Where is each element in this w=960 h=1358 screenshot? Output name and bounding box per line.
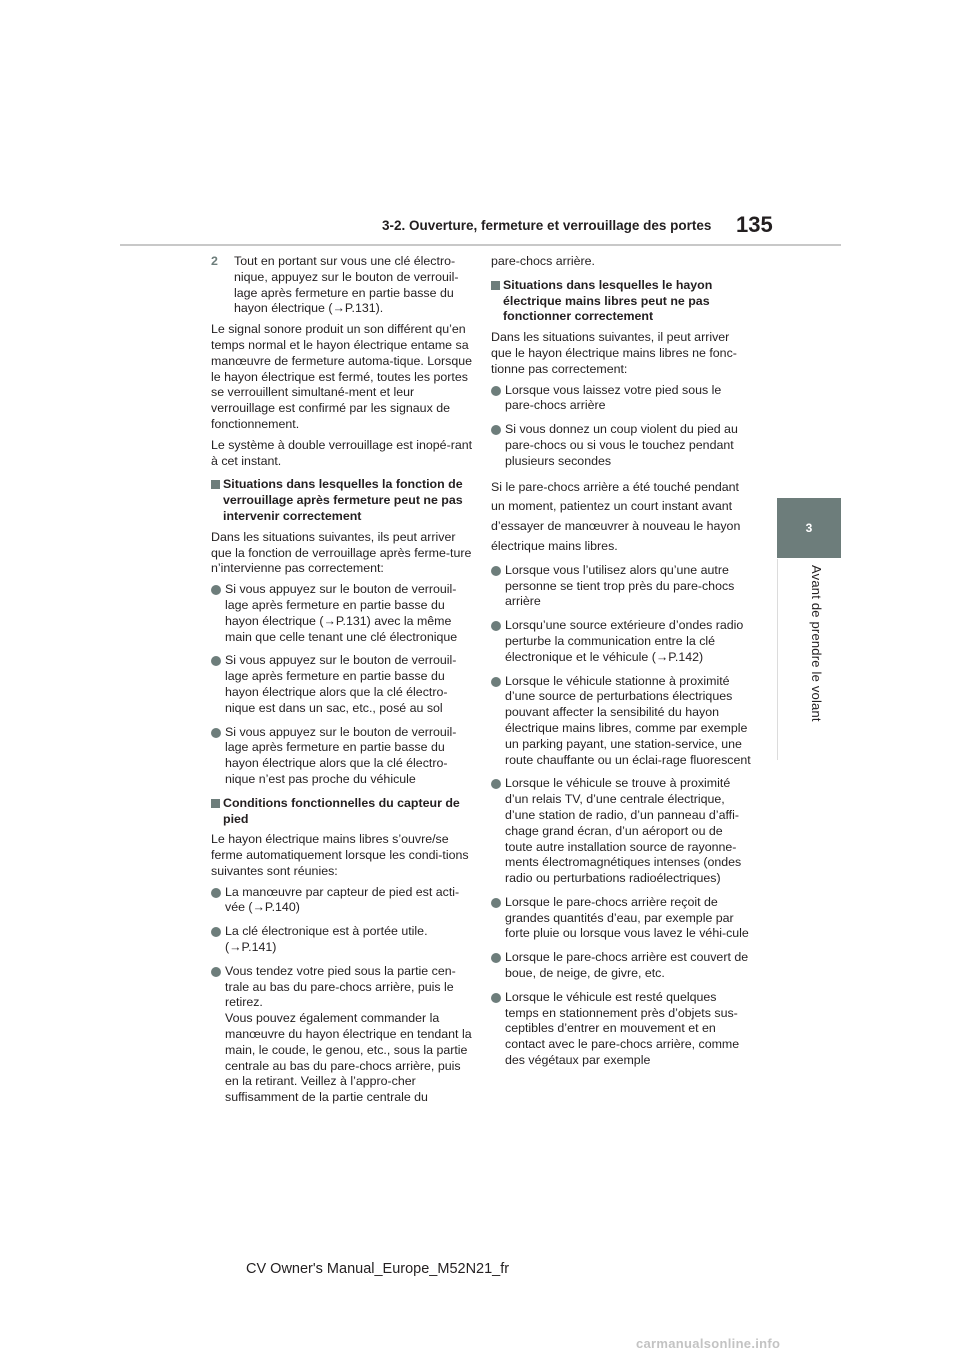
paragraph-double-lock: Le système à double verrouillage est inopé-rant à cet instant. (211, 437, 473, 468)
list-item (491, 950, 753, 982)
list-item-text: Lorsque le véhicule stationne à proximité d’une source de perturbations électriques pouvant affecter la sensibilité du hayon électrique mains libres, comme par exemple un parking payant, une station-service, une route chauffante ou un éclai-rage fluorescent (505, 673, 751, 767)
list-item-text: La clé électronique est à portée utile. (→P.141) (225, 924, 428, 955)
list-item (211, 964, 473, 1106)
bullet-list (211, 582, 473, 788)
bullet-dot-icon (491, 621, 501, 631)
bullet-dot-icon (211, 585, 221, 595)
section-note: Si le pare-chocs arrière a été touché pendant un moment, patientez un court instant avant d’essayer de manœuvrer à nouveau le hayon électrique mains libres. (491, 479, 741, 553)
right-column (491, 254, 753, 1077)
list-item-text: Lorsque le pare-chocs arrière reçoit de grandes quantités d’eau, par exemple par forte pluie ou lorsque vous lavez le véhi-cule (505, 894, 749, 941)
list-item (211, 725, 473, 788)
list-item (491, 563, 753, 610)
bullet-list (211, 885, 473, 1106)
step-number: 2 (211, 254, 218, 268)
section-intro: Dans les situations suivantes, il peut arriver que le hayon électrique mains libres ne fonc-tionne pas correctement: (491, 330, 737, 376)
bullet-list (491, 563, 753, 1069)
section-intro: Le hayon électrique mains libres s’ouvre/se ferme automatiquement lorsque les condi-tions suivantes sont réunies: (211, 832, 469, 878)
header-section-title: 3-2. Ouverture, fermeture et verrouillage des portes (382, 218, 712, 233)
list-item (491, 674, 753, 769)
list-item (211, 885, 473, 917)
bullet-dot-icon (491, 566, 501, 576)
section-heading-handsfree-issues (491, 278, 753, 325)
left-column (211, 254, 473, 1114)
list-item-text: Si vous donnez un coup violent du pied au pare-chocs ou si vous le touchez pendant plusieurs secondes (505, 422, 738, 468)
list-item-text: La manœuvre par capteur de pied est acti-vée (→P.140) (225, 884, 460, 915)
list-item-text: Lorsque le véhicule se trouve à proximité d’un relais TV, d’une centrale électrique, d’une station de radio, d’un panneau d’affi-chage grand écran, d’un aéroport ou de toute autre installation source de rayonne-ments électromagnétiques intenses (ondes radio ou perturbations radioélectriques) (505, 776, 742, 886)
bullet-dot-icon (491, 677, 501, 687)
bullet-dot-icon (211, 888, 221, 898)
bullet-dot-icon (491, 425, 501, 435)
square-bullet-icon (211, 799, 220, 808)
footer-manual-id: CV Owner's Manual_Europe_M52N21_fr (246, 1261, 510, 1277)
list-item-text: Si vous appuyez sur le bouton de verrouil-lage après fermeture en partie basse du hayon électrique alors que la clé électro-nique n’est pas proche du véhicule (225, 724, 457, 786)
list-item-text: Lorsque le pare-chocs arrière est couvert de boue, de neige, de givre, etc. (505, 950, 749, 981)
list-item-text: Si vous appuyez sur le bouton de verrouil-lage après fermeture en partie basse du hayon électrique (→P.131) avec la même main que celle tenant une clé électronique (225, 582, 458, 644)
bullet-dot-icon (211, 927, 221, 937)
bullet-dot-icon (211, 728, 221, 738)
list-item-text: Lorsqu’une source extérieure d’ondes radio perturbe la communication entre la clé électronique et le véhicule (→P.142) (505, 618, 744, 664)
list-item-text: Si vous appuyez sur le bouton de verrouil-lage après fermeture en partie basse du hayon électrique alors que la clé électro-nique est dans un sac, etc., posé au sol (225, 653, 457, 715)
bullet-dot-icon (491, 993, 501, 1003)
step-2 (211, 254, 473, 317)
bullet-dot-icon (491, 898, 501, 908)
square-bullet-icon (211, 480, 220, 489)
bullet-dot-icon (491, 779, 501, 789)
watermark: carmanualsonline.info (636, 1336, 781, 1351)
bullet-dot-icon (491, 953, 501, 963)
header-rule (120, 244, 841, 246)
list-item (211, 582, 473, 645)
section-heading-lock-after-close (211, 477, 473, 524)
list-item (491, 776, 753, 887)
list-item (491, 422, 753, 469)
chapter-title-vertical: Avant de prendre le volant (809, 565, 824, 722)
section-intro: Dans les situations suivantes, ils peut arriver que la fonction de verrouillage après ferme-ture n’intervienne pas correctement: (211, 529, 472, 576)
step-text: Tout en portant sur vous une clé électro-nique, appuyez sur le bouton de verrouil-lage après fermeture en partie basse du hayon électrique (→P.131). (234, 254, 459, 316)
list-item-text: Lorsque vous laissez votre pied sous le pare-chocs arrière (505, 382, 722, 413)
list-item-text: Lorsque le véhicule est resté quelques temps en stationnement près d’objets sus-ceptibles d’entrer en mouvement et en contact avec le pare-chocs arrière, comme des végétaux par exemple (505, 989, 740, 1068)
list-item (491, 895, 753, 942)
section-heading-foot-sensor (211, 796, 473, 828)
section-heading-text: Conditions fonctionnelles du capteur de pied (223, 795, 460, 826)
list-item (491, 990, 753, 1069)
section-heading-text: Situations dans lesquelles la fonction de verrouillage après fermeture peut ne pas intervenir correctement (223, 477, 463, 523)
list-item (211, 924, 473, 956)
page-number: 135 (736, 212, 773, 237)
list-item-text: Lorsque vous l’utilisez alors qu’une autre personne se tient trop près du pare-chocs arrière (505, 562, 735, 609)
list-item (491, 383, 753, 415)
list-item (211, 653, 473, 716)
square-bullet-icon (491, 281, 500, 290)
bullet-dot-icon (211, 656, 221, 666)
chapter-tab: 3 (777, 498, 841, 558)
list-item (491, 618, 753, 665)
paragraph-signal: Le signal sonore produit un son différent qu’en temps normal et le hayon électrique entame sa manœuvre de fermeture automa-tique. Lorsque le hayon électrique est fermé, toutes les portes se verrouillent simultané-ment et leur verrouillage est confirmé par les signaux de fonctionnement. (211, 322, 473, 431)
bullet-dot-icon (491, 386, 501, 396)
list-item-text: Vous pouvez également commander la manœuvre du hayon électrique en tendant la main, le coude, le genou, etc., sous la partie centrale au bas du pare-chocs arrière, puis en la retirant. Veillez à l’appro-cher suffisamment de la partie centrale du (225, 1011, 472, 1105)
bullet-list (491, 383, 753, 470)
bullet-dot-icon (211, 967, 221, 977)
section-heading-text: Situations dans lesquelles le hayon électrique mains libres peut ne pas fonctionner correctement (503, 277, 713, 324)
continued-text: pare-chocs arrière. (491, 254, 595, 268)
list-item-text: Vous tendez votre pied sous la partie cen-trale au bas du pare-chocs arrière, puis le retirez. (225, 963, 456, 1010)
